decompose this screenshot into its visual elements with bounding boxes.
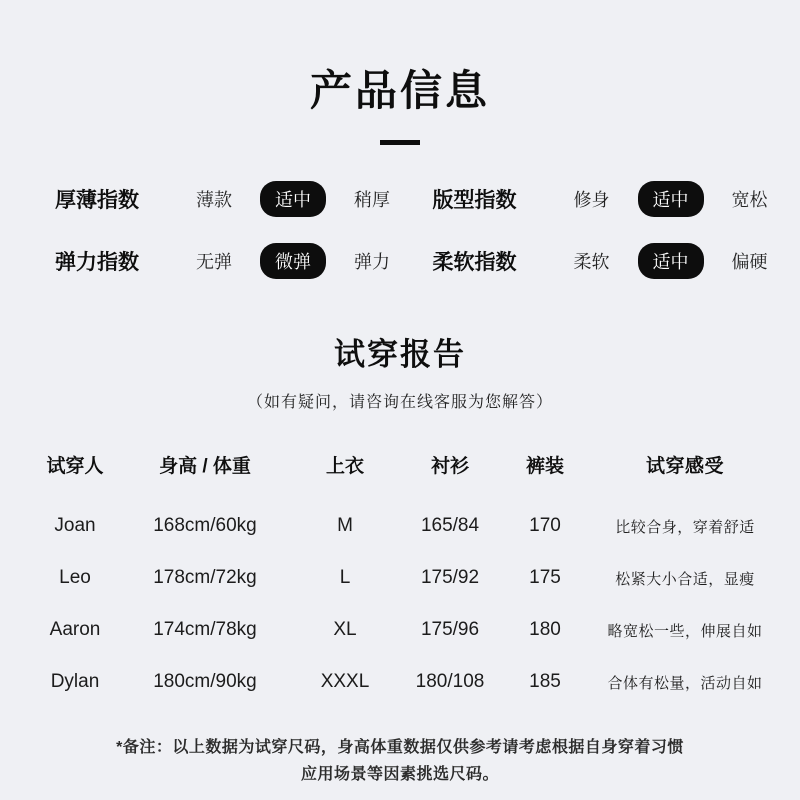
table-row xyxy=(25,656,775,708)
index-row-thickness xyxy=(55,183,423,215)
cell-shirt: 175/92 xyxy=(420,567,480,588)
cell-pants: 185 xyxy=(529,671,561,692)
cell-pants: 175 xyxy=(529,567,561,588)
column-header-feeling: 试穿感受 xyxy=(645,455,724,477)
cell-tester: Aaron xyxy=(49,619,101,640)
index-label: 弹力指数 xyxy=(55,251,139,274)
cell-feeling: 松紧大小合适，显瘦 xyxy=(615,570,755,588)
table-row xyxy=(25,500,775,552)
table-row xyxy=(25,604,775,656)
column-header-top: 上衣 xyxy=(325,455,364,477)
product-indices xyxy=(0,183,800,277)
index-option-selected: 微弹 xyxy=(260,243,326,279)
fit-report-title: 试穿报告 xyxy=(334,337,466,372)
cell-feeling: 合体有松量，活动自如 xyxy=(607,674,763,692)
table-header-row xyxy=(25,444,775,484)
index-label: 厚薄指数 xyxy=(55,189,139,212)
cell-feeling: 比较合身，穿着舒适 xyxy=(615,518,755,536)
cell-height-weight: 178cm/72kg xyxy=(153,567,257,588)
fit-report-table xyxy=(0,444,800,708)
cell-top: XXXL xyxy=(320,671,370,692)
cell-tester: Joan xyxy=(54,515,96,536)
index-option-selected: 适中 xyxy=(638,243,704,279)
index-label: 柔软指数 xyxy=(432,251,517,274)
index-option: 宽松 xyxy=(731,190,768,210)
cell-height-weight: 168cm/60kg xyxy=(153,515,257,536)
index-option-selected: 适中 xyxy=(260,181,326,217)
column-header-height-weight: 身高 / 体重 xyxy=(159,455,251,477)
footnote-line-1: *备注：以上数据为试穿尺码，身高体重数据仅供参考请考虑根据自身穿着习惯 xyxy=(116,739,684,756)
index-option: 弹力 xyxy=(354,252,390,272)
cell-shirt: 175/96 xyxy=(420,619,480,640)
index-label: 版型指数 xyxy=(432,189,517,212)
cell-feeling: 略宽松一些，伸展自如 xyxy=(607,622,763,640)
cell-top: M xyxy=(337,515,353,536)
index-option: 偏硬 xyxy=(731,252,768,272)
cell-tester: Dylan xyxy=(50,671,100,692)
cell-top: L xyxy=(339,567,351,588)
cell-pants: 170 xyxy=(529,515,561,536)
table-row xyxy=(25,552,775,604)
cell-height-weight: 174cm/78kg xyxy=(153,619,257,640)
index-row-elasticity xyxy=(55,245,423,277)
cell-shirt: 180/108 xyxy=(415,671,485,692)
footnote-line-2: 应用场景等因素挑选尺码。 xyxy=(300,766,499,783)
index-row-softness xyxy=(433,245,800,277)
cell-top: XL xyxy=(333,619,357,640)
index-row-fit xyxy=(433,183,800,215)
index-option: 稍厚 xyxy=(354,190,390,210)
index-option: 修身 xyxy=(573,190,610,210)
cell-tester: Leo xyxy=(59,567,91,588)
title-divider xyxy=(380,140,420,145)
index-option: 薄款 xyxy=(196,190,232,210)
index-option: 无弹 xyxy=(196,252,232,272)
cell-height-weight: 180cm/90kg xyxy=(153,671,257,692)
fit-report-subtitle: （如有疑问，请咨询在线客服为您解答） xyxy=(246,394,553,411)
index-option: 柔软 xyxy=(573,252,610,272)
cell-pants: 180 xyxy=(529,619,561,640)
column-header-tester: 试穿人 xyxy=(46,455,104,477)
column-header-shirt: 衬衫 xyxy=(430,455,469,477)
column-header-pants: 裤装 xyxy=(525,455,564,477)
page-title: 产品信息 xyxy=(309,67,490,114)
index-option-selected: 适中 xyxy=(638,181,704,217)
footnote xyxy=(0,734,800,788)
cell-shirt: 165/84 xyxy=(420,515,480,536)
